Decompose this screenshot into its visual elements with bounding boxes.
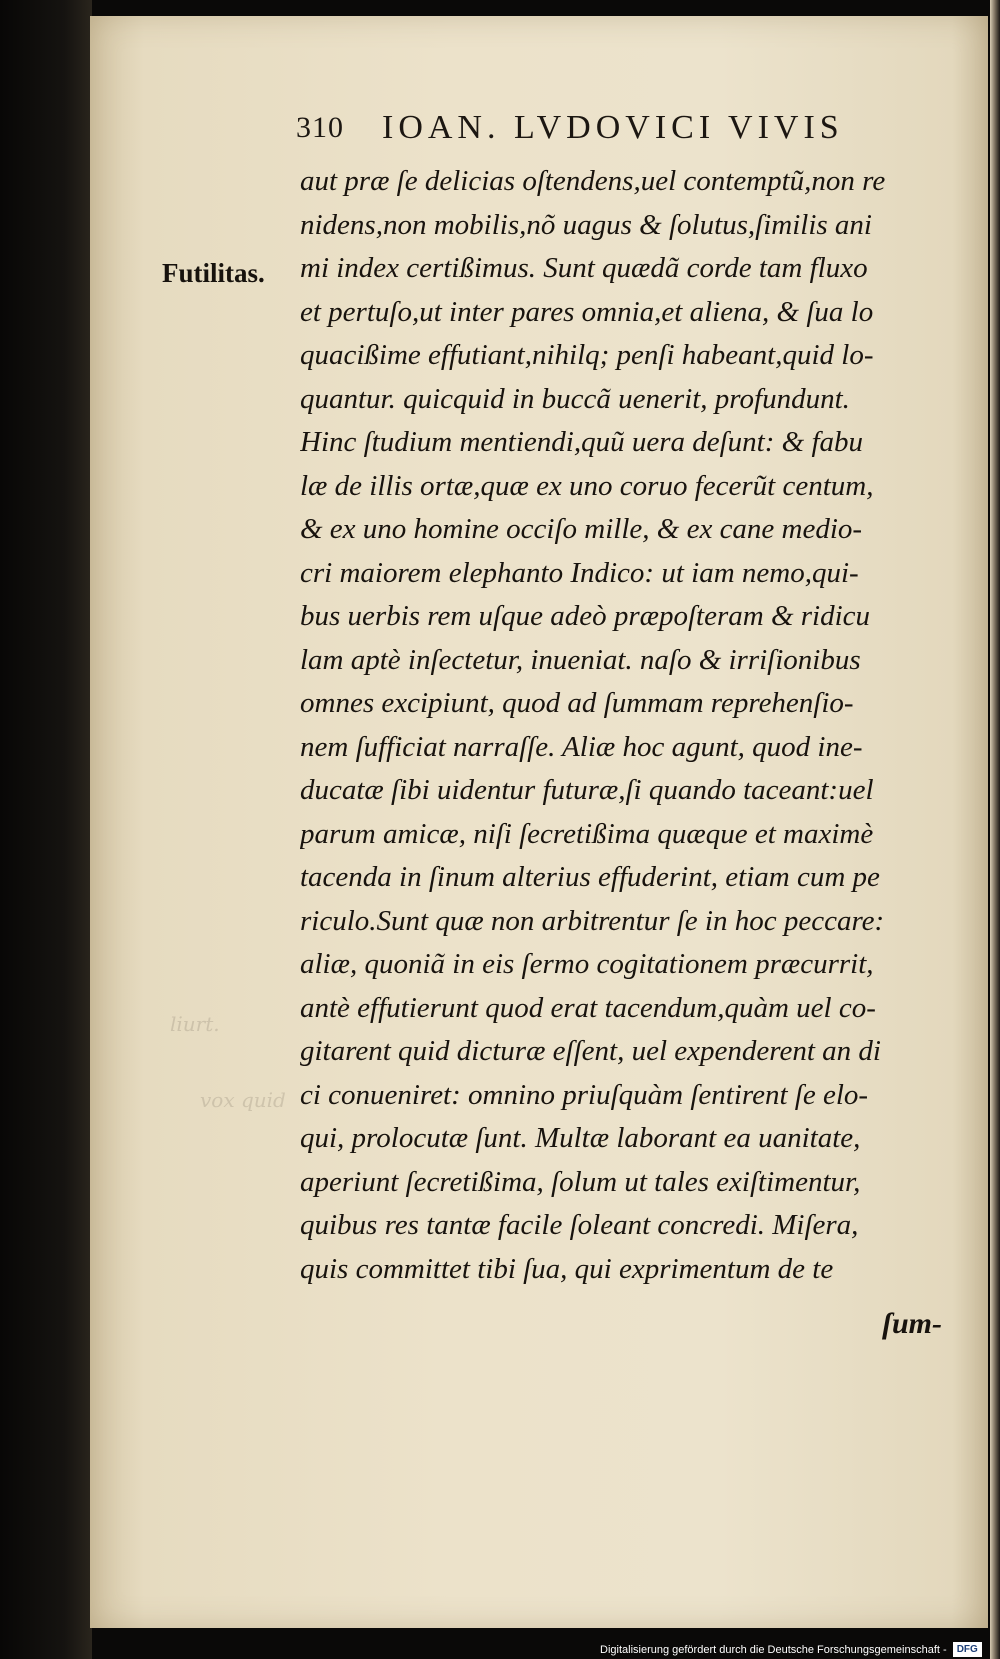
text-line: riculo.Sunt quæ non arbitrentur ſe in hoc peccare: xyxy=(300,904,885,937)
text-line: et pertuſo,ut inter pares omnia,et aliena, & ſua lo xyxy=(300,295,874,328)
show-through-ink: vox quid xyxy=(200,1088,286,1112)
text-line: gitarent quid dicturæ eſſent, uel expenderent an di xyxy=(300,1035,881,1067)
text-line: Hinc ſtudium mentiendi,quũ uera deſunt: & fabu xyxy=(300,426,864,458)
book-gutter-shadow xyxy=(0,0,92,1659)
text-line: aut præ ſe delicias oſtendens,uel contemptũ,non re xyxy=(300,165,886,197)
text-line: omnes excipiunt, quod ad ſummam reprehenſio- xyxy=(300,687,854,719)
text-line: antè effutierunt quod erat tacendum,quàm uel co- xyxy=(300,991,876,1024)
text-line: parum amicæ, niſi ſecretißima quæque et maximè xyxy=(300,817,874,850)
text-line: lam aptè inſectetur, inueniat. naſo & irriſionibus xyxy=(300,643,861,676)
text-line: qui, prolocutæ ſunt. Multæ laborant ea uanitate, xyxy=(300,1122,861,1154)
text-line: quis committet tibi ſua, qui exprimentum de te xyxy=(300,1252,834,1285)
body-text xyxy=(300,160,965,1291)
text-line: nidens,non mobilis,nõ uagus & ſolutus,ſimilis ani xyxy=(300,208,872,241)
show-through-ink: liurt. xyxy=(170,1012,220,1036)
text-line: bus uerbis rem uſque adeò præpoſteram & ridicu xyxy=(300,600,871,632)
catchword: ſum- xyxy=(882,1307,942,1340)
margin-note: Futilitas. xyxy=(162,258,265,288)
text-line: tacenda in ſinum alterius effuderint, etiam cum pe xyxy=(300,861,880,893)
text-line: & ex uno homine occiſo mille, & ex cane medio- xyxy=(300,513,863,545)
text-line: aperiunt ſecretißima, ſolum ut tales exiſtimentur, xyxy=(300,1165,861,1198)
text-line: ci conueniret: omnino priuſquàm ſentirent ſe elo- xyxy=(300,1078,869,1111)
digitization-footer xyxy=(600,1640,982,1659)
running-head-title: IOAN. LVDOVICI VIVIS xyxy=(382,109,844,146)
page-edge-shadow xyxy=(990,0,1000,1659)
running-head xyxy=(296,106,906,150)
text-line: aliæ, quoniã in eis ſermo cogitationem præcurrit, xyxy=(300,948,874,980)
footer-credit: Digitalisierung gefördert durch die Deutsche Forschungsgemeinschaft - xyxy=(600,1643,947,1656)
text-line: quantur. quicquid in buccã uenerit, profundunt. xyxy=(300,382,850,415)
text-line: quacißime effutiant,nihilq; penſi habeant,quid lo- xyxy=(300,339,874,371)
text-line: nem ſufficiat narraſſe. Aliæ hoc agunt, quod ine- xyxy=(300,730,863,763)
dfg-logo: DFG xyxy=(953,1642,982,1657)
text-line: ducatæ ſibi uidentur futuræ,ſi quando taceant:uel xyxy=(300,774,874,806)
text-line: quibus res tantæ facile ſoleant concredi. Miſera, xyxy=(300,1209,859,1241)
text-line: cri maiorem elephanto Indico: ut iam nemo,qui- xyxy=(300,556,859,589)
text-line: mi index certißimus. Sunt quædã corde tam fluxo xyxy=(300,252,868,284)
page-number: 310 xyxy=(296,111,344,144)
text-line: læ de illis ortæ,quæ ex uno coruo fecerũt centum, xyxy=(300,469,874,502)
